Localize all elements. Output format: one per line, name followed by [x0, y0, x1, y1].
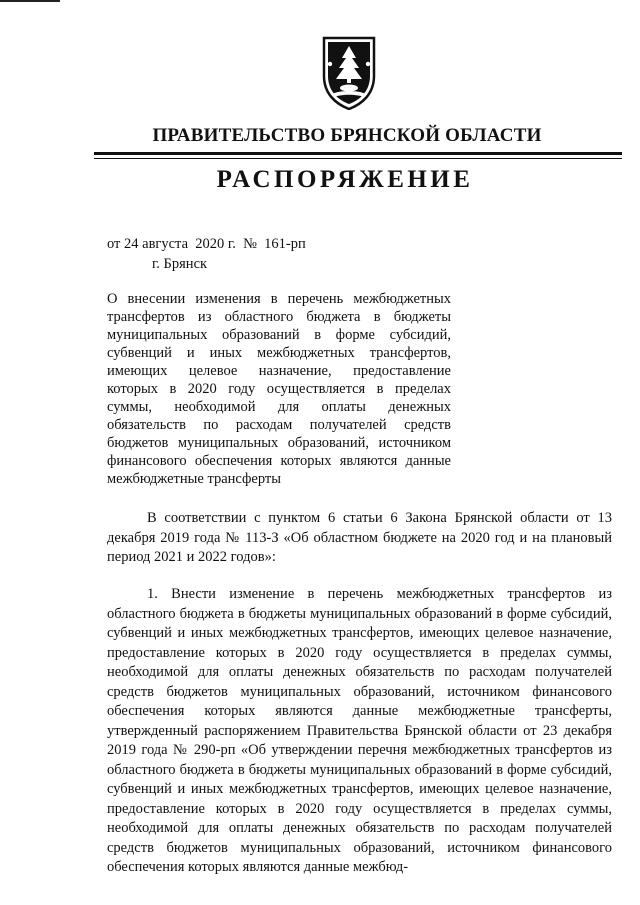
document-subject: О внесении изменения в перечень межбюджетных трансфертов из областного бюджета в бюджеты муниципальных образований в форме субсидий, субвенций и иных межбюджетных трансфертов, имеющих целевое назначение, предоставление которых в 2020 году осуществляется в пределах суммы, необходимой для оплаты денежных обязательств по расходам получателей средств бюджетов муниципальных образований, источником финансового обеспечения которых являются данные межбюджетные трансферты	[107, 291, 451, 487]
legal-basis-paragraph: В соответствии с пунктом 6 статьи 6 Закона Брянской области от 13 декабря 2019 года № 113-З «Об областном бюджете на 2020 год и на плановый период 2021 и 2022 годов»:	[107, 510, 612, 565]
document-type-heading: РАСПОРЯЖЕНИЕ	[216, 166, 474, 193]
date-and-number: от 24 августа 2020 г. № 161-рп	[107, 236, 306, 252]
issue-city: г. Брянск	[152, 256, 208, 272]
organization-title: ПРАВИТЕЛЬСТВО БРЯНСКОЙ ОБЛАСТИ	[152, 125, 542, 146]
bryansk-oblast-coat-of-arms-icon	[318, 36, 380, 110]
header-divider-thick	[94, 152, 622, 155]
item-1-paragraph: 1. Внести изменение в перечень межбюджетных трансфертов из областного бюджета в бюджеты муниципальных образований в форме субсидий, субвенций и иных межбюджетных трансфертов, имеющих целевое назначение, предоставление которых в 2020 году осуществляется в пределах суммы, необходимой для оплаты денежных обязательств по расходам получателей средств бюджетов муниципальных образований, источником финансового обеспечения которых являются данные межбюджетные трансферты, утвержденный распоряжением Правительства Брянской области от 23 декабря 2019 года № 290-рп «Об утверждении перечня межбюджетных трансфертов из областного бюджета в бюджеты муниципальных образований в форме субсидий, субвенций и иных межбюджетных трансфертов, имеющих целевое назначение, предоставление которых в 2020 году осуществляется в пределах суммы, необходимой для оплаты денежных обязательств по расходам получателей средств бюджетов муниципальных образований, источником финансового обеспечения которых являются данные межбюд-	[107, 586, 612, 875]
header-divider-thin	[94, 158, 622, 159]
scan-edge-mark	[0, 0, 60, 2]
